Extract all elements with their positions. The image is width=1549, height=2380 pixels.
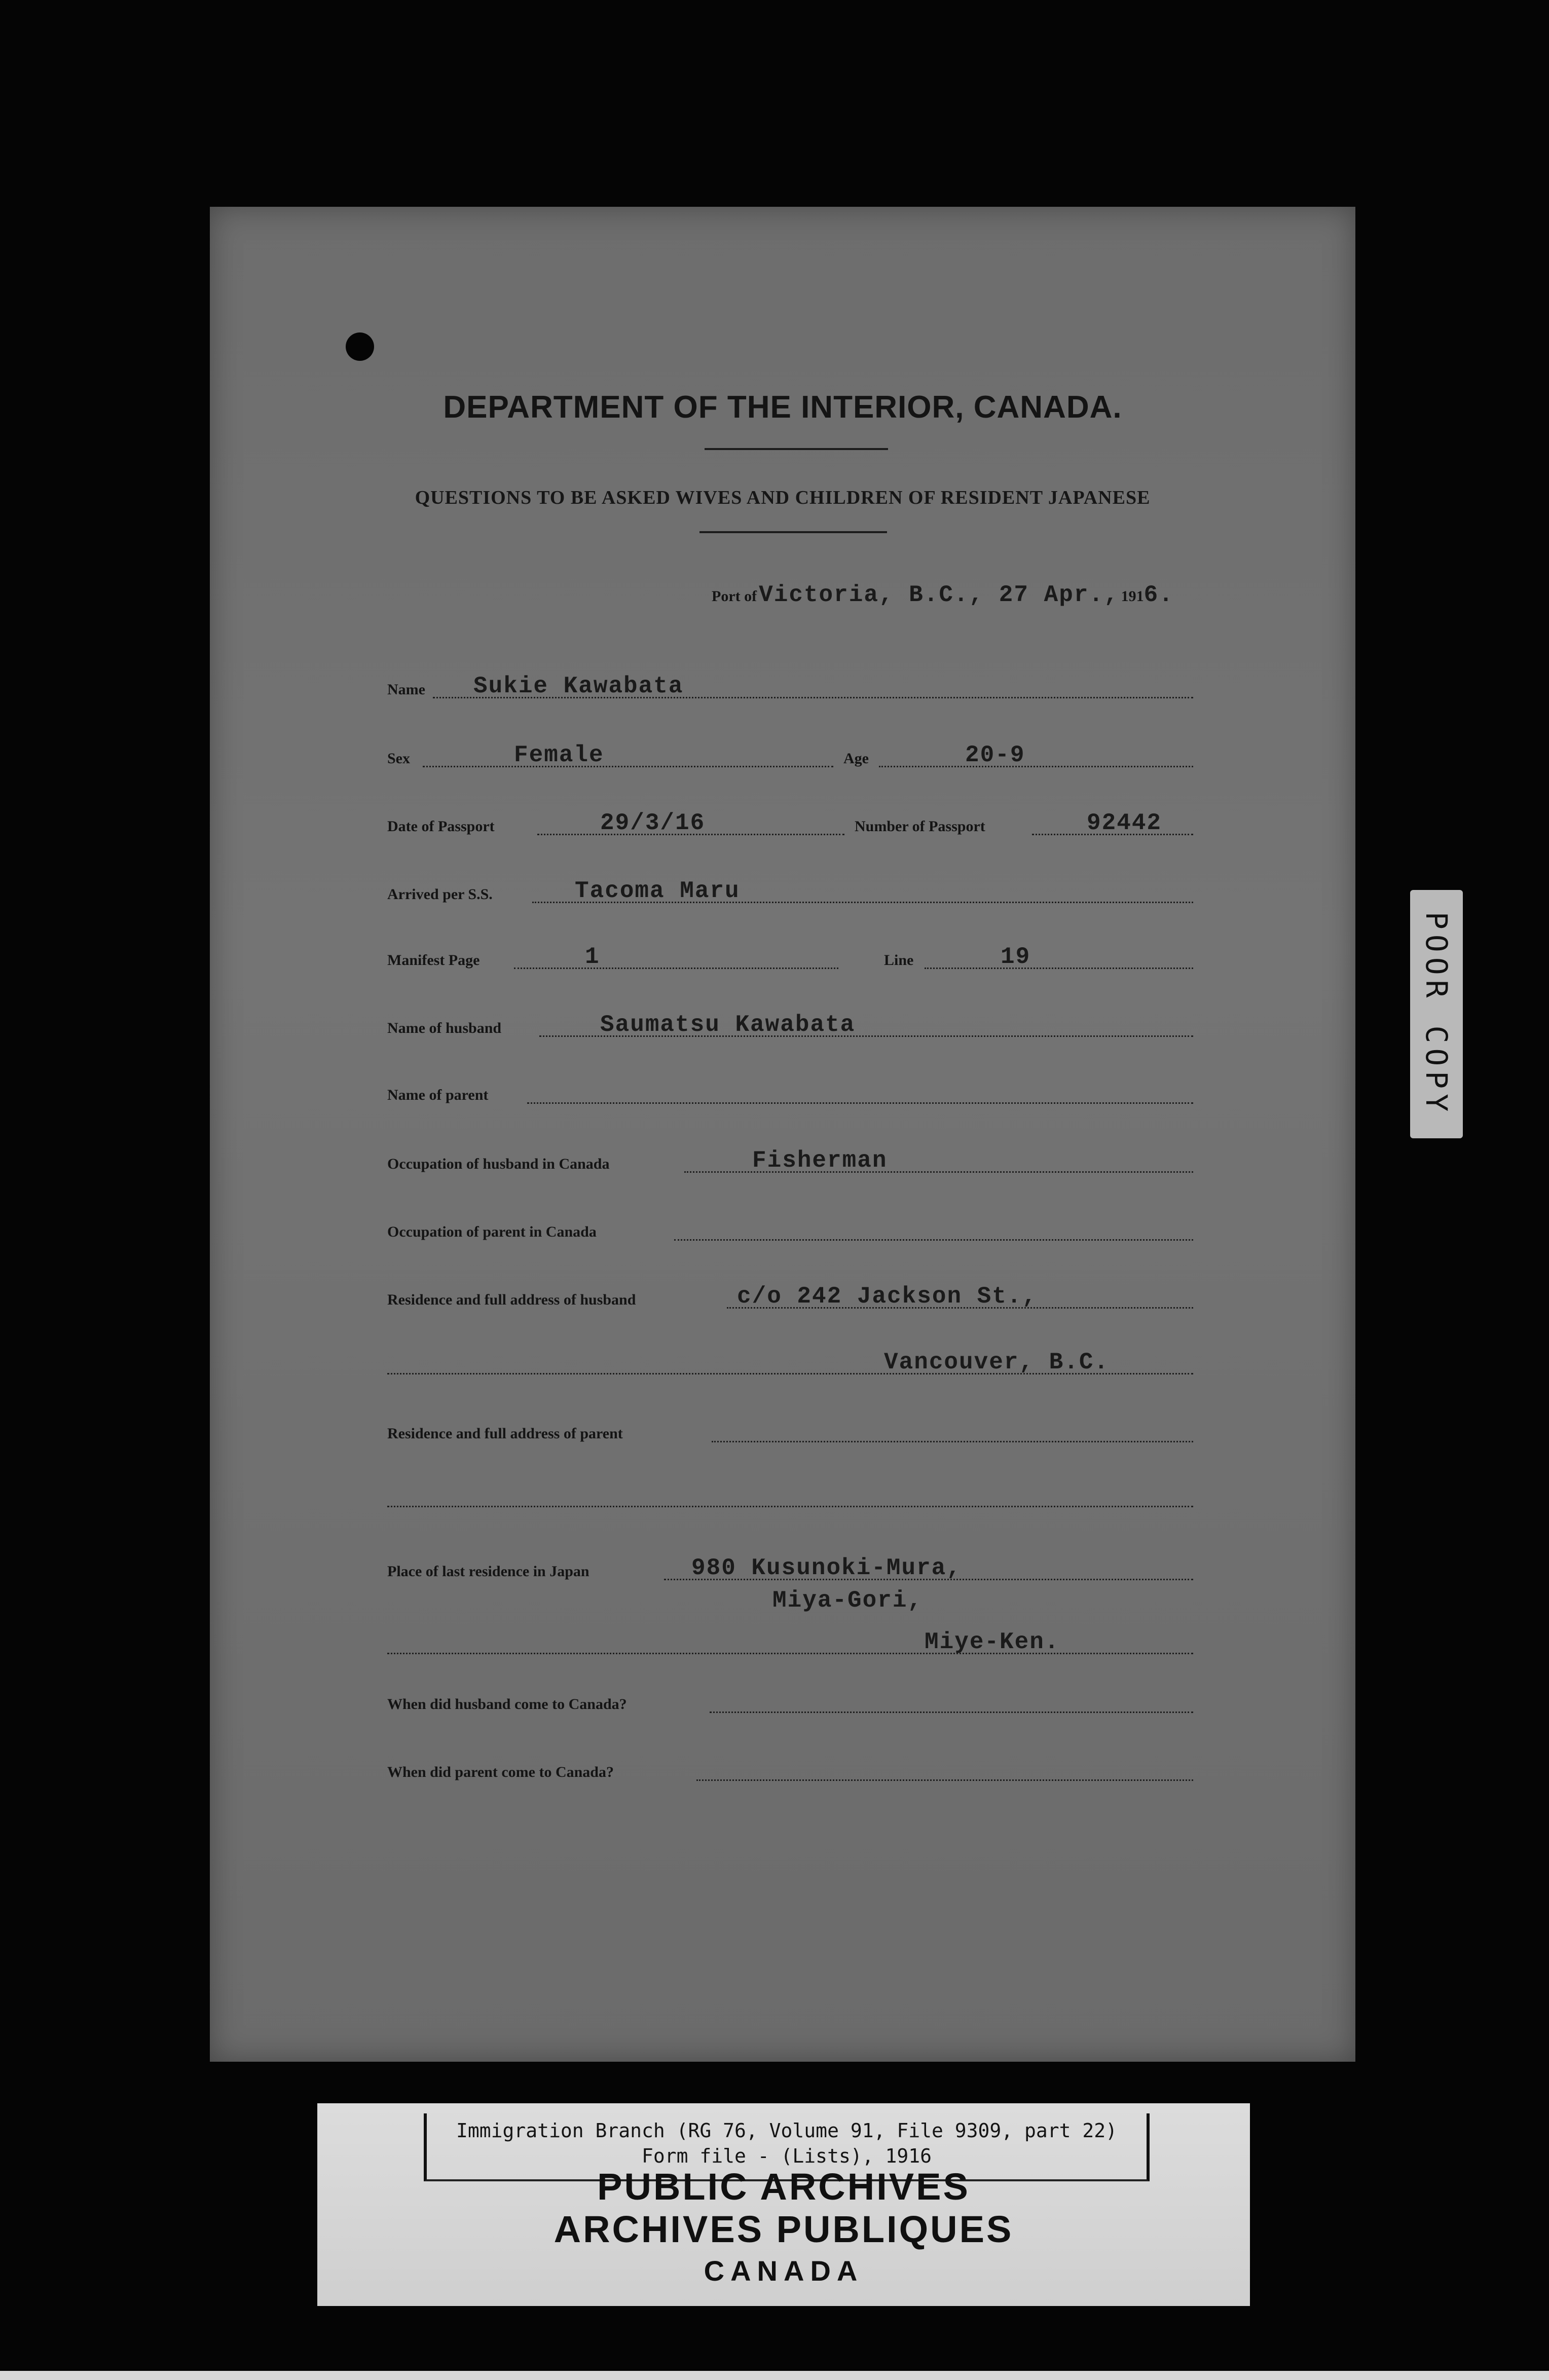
husband-arrival-label: When did husband come to Canada?: [387, 1696, 627, 1713]
poor-copy-text: POOR COPY: [1419, 911, 1454, 1117]
manifest-page-line: [514, 968, 838, 969]
husband-name-value: Saumatsu Kawabata: [600, 1012, 856, 1038]
parent-residence-label: Residence and full address of parent: [387, 1425, 623, 1442]
parent-name-line: [527, 1102, 1193, 1104]
last-residence-line-3: [387, 1653, 1193, 1654]
husband-arrival-line: [710, 1712, 1193, 1713]
parent-occupation-label: Occupation of parent in Canada: [387, 1223, 597, 1240]
year-prefix: 191: [1121, 588, 1144, 605]
subtitle-divider: [699, 531, 887, 533]
arrived-per-row: [387, 876, 1193, 906]
age-label: Age: [843, 750, 869, 767]
title-divider: [705, 448, 888, 450]
sex-line: [423, 766, 833, 767]
age-line: [879, 766, 1193, 767]
archive-reference-line1: Immigration Branch (RG 76, Volume 91, File 9309, part 22): [456, 2119, 1118, 2142]
film-edge-strip: [0, 2371, 1549, 2380]
date-of-passport-label: Date of Passport: [387, 818, 495, 835]
sex-label: Sex: [387, 750, 410, 767]
parent-residence-row: [387, 1415, 1193, 1445]
parent-arrival-row: [387, 1754, 1193, 1784]
port-label: Port of: [712, 588, 757, 605]
husband-residence-row-2: [387, 1347, 1193, 1378]
husband-name-row: [387, 1010, 1193, 1040]
archive-title-french: ARCHIVES PUBLIQUES: [554, 2208, 1014, 2250]
line-label: Line: [884, 952, 914, 969]
husband-residence-row: [387, 1281, 1193, 1312]
arrived-per-value: Tacoma Maru: [575, 878, 740, 904]
parent-name-row: [387, 1076, 1193, 1107]
date-of-passport-value: 29/3/16: [600, 810, 706, 836]
name-value: Sukie Kawabata: [473, 673, 684, 699]
parent-occupation-row: [387, 1213, 1193, 1244]
port-value: Victoria, B.C., 27 Apr.,: [759, 582, 1119, 608]
year-suffix: 6.: [1144, 582, 1174, 608]
husband-occupation-value: Fisherman: [752, 1147, 888, 1174]
manifest-page-label: Manifest Page: [387, 952, 480, 969]
husband-name-label: Name of husband: [387, 1020, 502, 1036]
archive-label-card: [317, 2103, 1250, 2306]
parent-residence-line-2: [387, 1506, 1193, 1507]
archive-title-english: PUBLIC ARCHIVES: [597, 2166, 970, 2208]
punch-hole: [346, 332, 374, 361]
parent-arrival-line: [696, 1779, 1193, 1781]
form-sheet: [210, 207, 1355, 2062]
last-residence-row: [387, 1553, 1193, 1583]
line-value: 19: [1001, 944, 1031, 970]
department-title: DEPARTMENT OF THE INTERIOR, CANADA.: [443, 390, 1122, 425]
husband-residence-value-line2: Vancouver, B.C.: [884, 1349, 1110, 1375]
number-of-passport-label: Number of Passport: [855, 818, 985, 835]
poor-copy-stamp: [1410, 890, 1463, 1138]
last-residence-row-2: [387, 1587, 1193, 1616]
passport-row: [387, 808, 1193, 838]
name-row: [387, 671, 1193, 701]
line-line: [925, 968, 1193, 969]
number-of-passport-value: 92442: [1087, 810, 1162, 836]
last-residence-value-line1: 980 Kusunoki-Mura,: [691, 1555, 962, 1581]
husband-residence-label: Residence and full address of husband: [387, 1291, 636, 1308]
form-subtitle: QUESTIONS TO BE ASKED WIVES AND CHILDREN OF RESIDENT JAPANESE: [415, 487, 1151, 508]
parent-residence-line: [712, 1441, 1193, 1442]
last-residence-value-line2: Miya-Gori,: [772, 1587, 923, 1614]
parent-arrival-label: When did parent come to Canada?: [387, 1764, 614, 1780]
parent-residence-row-2: [387, 1480, 1193, 1510]
last-residence-value-line3: Miye-Ken.: [925, 1629, 1060, 1655]
manifest-row: [387, 942, 1193, 972]
age-value: 20-9: [965, 742, 1025, 768]
husband-residence-value-line1: c/o 242 Jackson St.,: [737, 1283, 1038, 1310]
manifest-page-value: 1: [585, 944, 600, 970]
port-date-line: [712, 582, 1193, 608]
parent-occupation-line: [674, 1239, 1193, 1241]
last-residence-row-3: [387, 1627, 1193, 1657]
arrived-per-label: Arrived per S.S.: [387, 886, 493, 903]
sex-age-row: [387, 740, 1193, 770]
parent-name-label: Name of parent: [387, 1087, 489, 1103]
husband-occupation-label: Occupation of husband in Canada: [387, 1156, 610, 1172]
sex-value: Female: [514, 742, 604, 768]
archive-country: CANADA: [704, 2255, 864, 2287]
name-label: Name: [387, 681, 425, 698]
husband-occupation-row: [387, 1145, 1193, 1176]
husband-arrival-row: [387, 1686, 1193, 1716]
last-residence-label: Place of last residence in Japan: [387, 1563, 589, 1580]
archive-reference-line2: Form file - (Lists), 1916: [642, 2145, 932, 2167]
